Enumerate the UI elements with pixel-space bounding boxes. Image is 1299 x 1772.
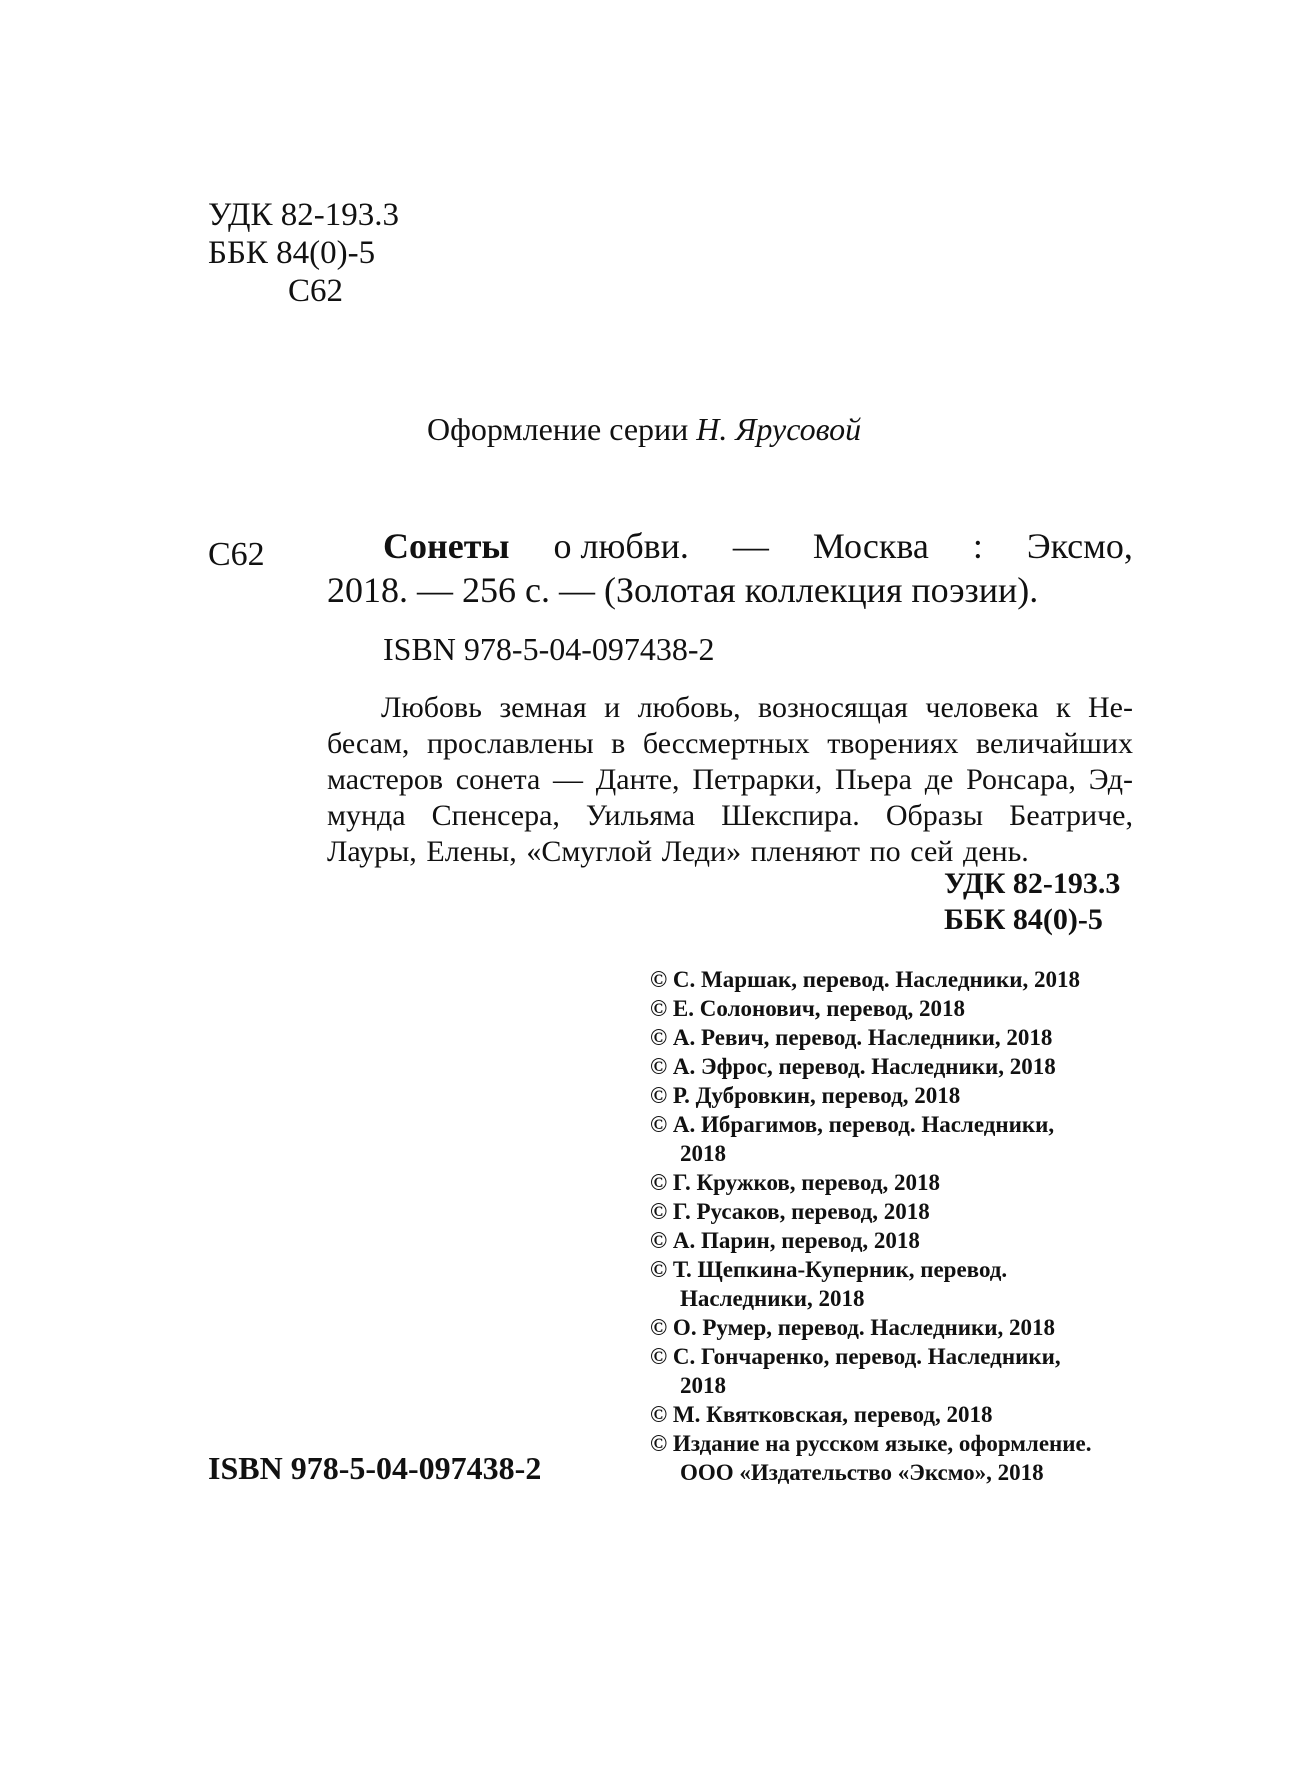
copyright-line: © С. Гончаренко, перевод. Наследники, [650,1344,1061,1369]
annotation-word: — [553,763,584,796]
copyright-line: © Г. Русаков, перевод, 2018 [650,1199,930,1224]
copyright-line-continuation: ООО «Издательство «Эксмо», 2018 [680,1460,1044,1485]
biblio-word: : [972,526,983,566]
annotation-line [327,834,1133,870]
biblio-word: Москва [812,526,929,566]
annotation-word: Не- [1087,691,1133,724]
udk-code: УДК 82-193.3 [208,197,400,233]
copyright-line: © М. Квятковская, перевод, 2018 [650,1402,993,1427]
copyright-line: © О. Румер, перевод. Наследники, 2018 [650,1315,1055,1340]
annotation-word: мастеров [327,763,444,796]
designer-name: Н. Ярусовой [696,411,862,447]
annotation-word: бессмертных [642,727,810,760]
bibliographic-record [327,524,1133,612]
top-classification-block [208,196,399,310]
isbn-bottom: ISBN 978-5-04-097438-2 [208,1450,542,1486]
copyright-line: © А. Ибрагимов, перевод. Наследники, [650,1112,1055,1137]
annotation-word: Лауры, [327,835,417,868]
annotation-word: земная [499,691,587,724]
annotation-word: по [869,835,901,868]
annotation-word: Спенсера, [431,799,560,832]
annotation-word: к [1055,691,1071,724]
annotation-word: «Смуглой [526,835,653,868]
annotation-word: Эд- [1088,763,1133,796]
copyright-line: © Г. Кружков, перевод, 2018 [650,1170,941,1195]
annotation-word: любовь, [637,691,741,724]
copyright-line: © А. Эфрос, перевод. Наследники, 2018 [650,1054,1056,1079]
annotation-word: Елены, [426,835,517,868]
annotation-word: Леди» [661,835,742,868]
annotation-word: сонета [455,763,541,796]
author-mark: С62 [288,273,344,309]
annotation-word: бесам, [327,727,410,760]
annotation-word: мунда [327,799,406,832]
annotation-line [327,762,1133,798]
udk-code-bold: УДК 82-193.3 [944,867,1121,900]
bottom-classification-block [944,866,1120,938]
copyright-line: © А. Ревич, перевод. Наследники, 2018 [650,1025,1053,1050]
biblio-word: о любви. [553,526,689,566]
copyright-notices [650,965,1092,1487]
copyright-line-continuation: 2018 [680,1141,726,1166]
annotation-word: Беатриче, [1009,799,1133,832]
annotation-word: величайших [976,727,1133,760]
annotation-line [327,726,1133,762]
entry-author-mark: С62 [208,536,265,573]
book-title: Сонеты [383,526,510,566]
design-credit-prefix: Оформление серии [427,411,689,447]
annotation-word: сей [910,835,954,868]
annotation-word: прославлены [426,727,594,760]
copyright-line: © Р. Дубровкин, перевод, 2018 [650,1083,961,1108]
annotation-word: в [611,727,626,760]
annotation-word: Образы [885,799,984,832]
annotation-word: де [924,763,954,796]
annotation-word: Ронсара, [966,763,1076,796]
biblio-line-1 [327,524,1133,568]
copyright-line: © Т. Щепкина-Куперник, перевод. [650,1257,1008,1282]
biblio-word: Эксмо, [1026,526,1133,566]
annotation [327,690,1133,870]
annotation-word: пленяют [750,835,861,868]
copyright-line-continuation: 2018 [680,1373,726,1398]
annotation-line [327,798,1133,834]
copyright-line: © Издание на русском языке, оформление. [650,1431,1092,1456]
annotation-word: Уильяма [585,799,696,832]
biblio-word: — [732,526,769,566]
annotation-word: Пьера [835,763,912,796]
annotation-word: Данте, [595,763,680,796]
annotation-word: и [604,691,621,724]
copyright-line-continuation: Наследники, 2018 [680,1286,865,1311]
biblio-line-2: 2018. — 256 с. — (Золотая коллекция поэзии). [327,570,1039,610]
copyright-line: © А. Парин, перевод, 2018 [650,1228,920,1253]
annotation-word: возносящая [758,691,908,724]
annotation-line [327,690,1133,726]
bbk-code-bold: ББК 84(0)-5 [944,903,1103,936]
annotation-word: человека [925,691,1039,724]
copyright-line: © Е. Солонович, перевод, 2018 [650,996,966,1021]
annotation-word: день. [962,835,1029,868]
annotation-word: Любовь [381,691,482,724]
annotation-word: творениях [827,727,959,760]
annotation-word: Шекспира. [721,799,860,832]
series-design-credit [427,410,861,448]
entry-isbn: ISBN 978-5-04-097438-2 [383,631,715,667]
annotation-word: Петрарки, [692,763,823,796]
bbk-code: ББК 84(0)-5 [208,235,376,271]
copyright-line: © С. Маршак, перевод. Наследники, 2018 [650,967,1080,992]
